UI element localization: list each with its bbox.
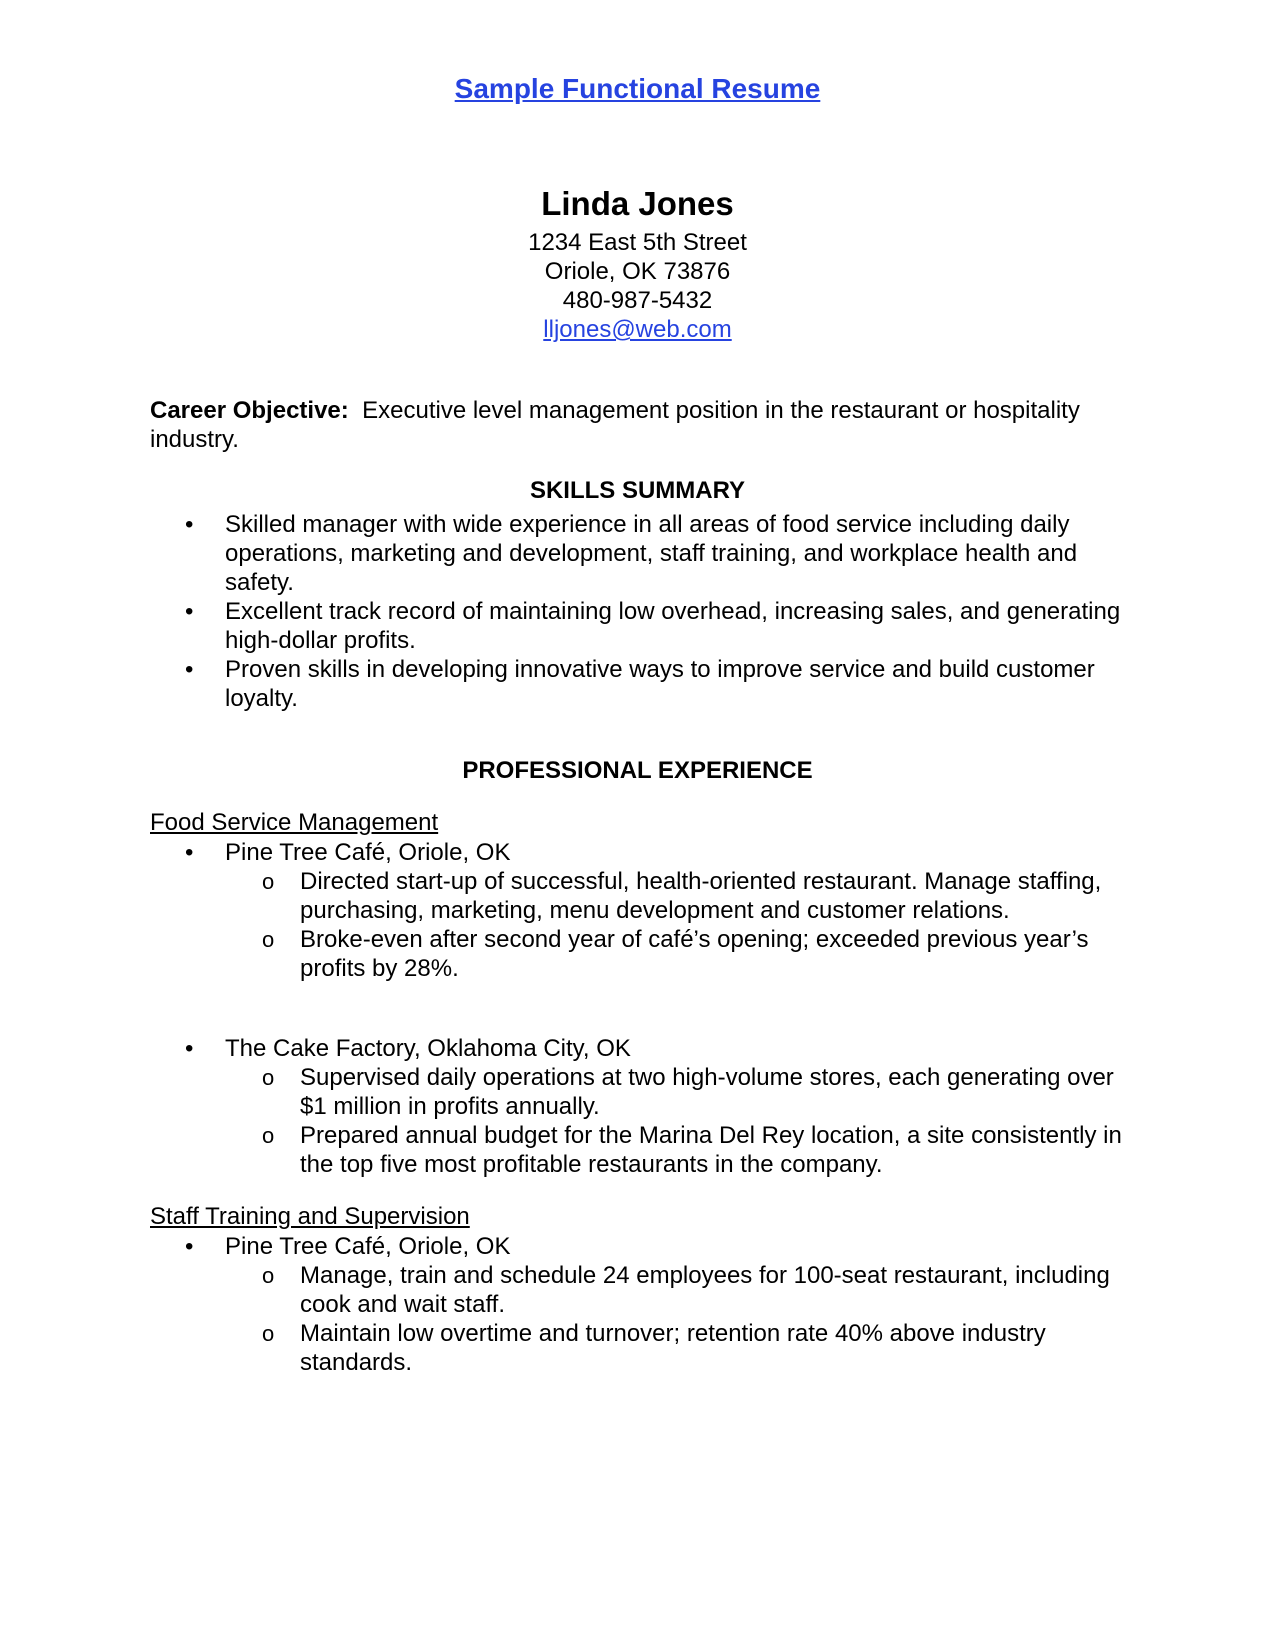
detail-text: Prepared annual budget for the Marina Del Rey location, a site consistently in the top five most profitable restaurants in the company. <box>300 1122 1122 1178</box>
circle-bullet-icon: o <box>262 869 275 894</box>
skills-heading: SKILLS SUMMARY <box>529 477 746 504</box>
list-item <box>150 510 1140 597</box>
skills-list <box>150 510 1140 713</box>
detail-text: Maintain low overtime and turnover; retention rate 40% above industry standards. <box>300 1320 1046 1376</box>
objective-text: Executive level management position in the restaurant or hospitality industry. <box>150 397 1080 453</box>
bullet-icon: • <box>185 598 194 625</box>
street-address: 1234 East 5th Street <box>528 229 747 256</box>
detail-text: Supervised daily operations at two high-volume stores, each generating over $1 million in profits annually. <box>300 1064 1114 1120</box>
bullet-icon: • <box>185 511 194 538</box>
experience-entry <box>150 1034 1140 1179</box>
title-link[interactable]: Sample Functional Resume <box>454 73 821 104</box>
skill-text: Proven skills in developing innovative ways to improve service and build customer loyalty. <box>225 656 1095 712</box>
detail-text: Directed start-up of successful, health-oriented restaurant. Manage staffing, purchasing, marketing, menu development and customer relations. <box>300 868 1102 924</box>
phone-number: 480-987-5432 <box>562 287 713 314</box>
detail-text: Manage, train and schedule 24 employees for 100-seat restaurant, including cook and wait staff. <box>300 1262 1110 1318</box>
list-item <box>150 1063 1140 1121</box>
bullet-icon: • <box>185 1233 194 1260</box>
email-link[interactable]: lljones@web.com <box>543 316 732 343</box>
detail-list <box>150 1261 1140 1377</box>
list-item <box>150 925 1140 983</box>
bullet-icon: • <box>185 656 194 683</box>
list-item <box>150 655 1140 713</box>
section-title: Food Service Management <box>150 809 439 836</box>
employer-name: Pine Tree Café, Oriole, OK <box>225 1233 511 1260</box>
contact-header <box>0 184 1275 344</box>
circle-bullet-icon: o <box>262 1123 275 1148</box>
circle-bullet-icon: o <box>262 1065 275 1090</box>
experience-entry <box>150 838 1140 983</box>
detail-list <box>150 867 1140 983</box>
list-item <box>150 1261 1140 1319</box>
circle-bullet-icon: o <box>262 1321 275 1346</box>
list-item <box>150 597 1140 655</box>
experience-heading: PROFESSIONAL EXPERIENCE <box>462 757 813 784</box>
city-state-zip: Oriole, OK 73876 <box>544 258 731 285</box>
circle-bullet-icon: o <box>262 1263 275 1288</box>
list-item <box>150 1121 1140 1179</box>
detail-list <box>150 1063 1140 1179</box>
employer-row <box>150 1034 1140 1063</box>
list-item <box>150 867 1140 925</box>
employer-name: Pine Tree Café, Oriole, OK <box>225 839 511 866</box>
bullet-icon: • <box>185 1035 194 1062</box>
section-title: Staff Training and Supervision <box>150 1203 470 1230</box>
list-item <box>150 1319 1140 1377</box>
employer-name: The Cake Factory, Oklahoma City, OK <box>225 1035 631 1062</box>
employer-row <box>150 1232 1140 1261</box>
detail-text: Broke-even after second year of café’s opening; exceeded previous year’s profits by 28%. <box>300 926 1089 982</box>
experience-entry <box>150 1232 1140 1377</box>
employer-row <box>150 838 1140 867</box>
objective-label: Career Objective: <box>150 397 349 424</box>
circle-bullet-icon: o <box>262 927 275 952</box>
applicant-name: Linda Jones <box>541 185 734 222</box>
bullet-icon: • <box>185 839 194 866</box>
skill-text: Excellent track record of maintaining low overhead, increasing sales, and generating high-dollar profits. <box>225 598 1121 654</box>
career-objective <box>150 396 1140 454</box>
skill-text: Skilled manager with wide experience in all areas of food service including daily operations, marketing and development, staff training, and workplace health and safety. <box>225 511 1078 596</box>
